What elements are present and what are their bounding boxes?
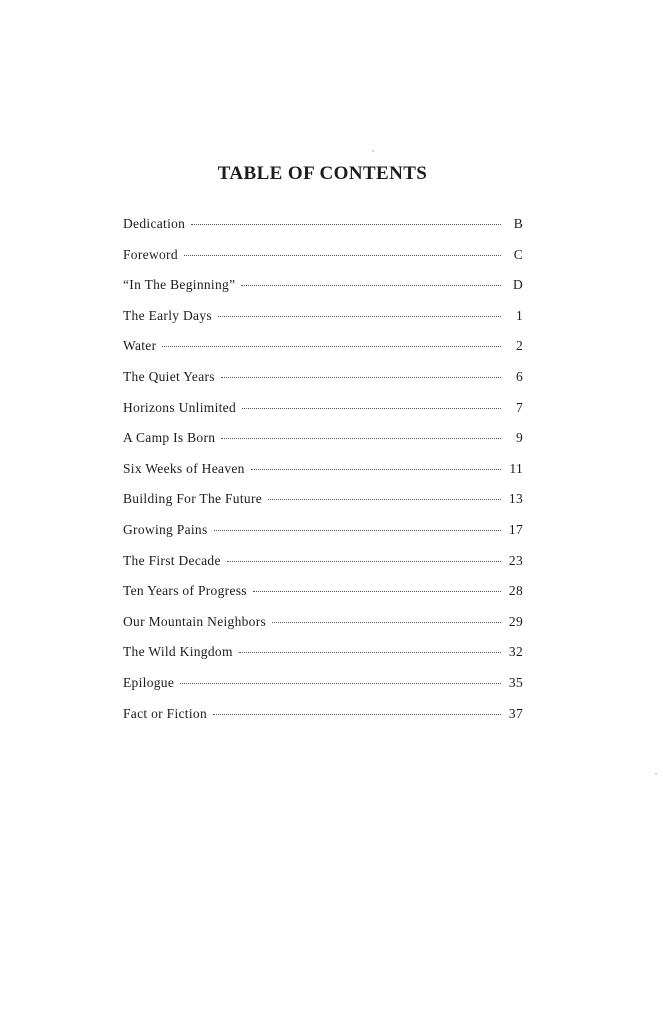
toc-entry-page: 35 — [508, 674, 523, 690]
toc-entry-page: 17 — [508, 521, 523, 537]
toc-entry-label: Water — [123, 338, 157, 354]
toc-entry — [123, 277, 523, 308]
toc-entry-label: Growing Pains — [123, 521, 208, 537]
dot-leader — [272, 622, 501, 623]
toc-entry-page: 13 — [508, 491, 523, 507]
dot-leader — [214, 530, 501, 531]
toc-entry — [123, 583, 523, 614]
dot-leader — [221, 438, 501, 439]
toc-entry — [123, 706, 523, 737]
toc-entry — [123, 675, 523, 706]
dot-leader — [251, 469, 501, 470]
dot-leader — [180, 683, 501, 684]
toc-entry-label: Horizons Unlimited — [123, 399, 237, 415]
dot-leader — [268, 499, 501, 500]
toc-entry — [123, 522, 523, 553]
toc-entry-label: The Wild Kingdom — [123, 644, 233, 660]
toc-entry — [123, 369, 523, 400]
dot-leader — [162, 346, 501, 347]
toc-entry-label: The Quiet Years — [123, 368, 215, 384]
toc-entry — [123, 461, 523, 492]
toc-entry-page: 28 — [508, 583, 523, 599]
toc-entry — [123, 216, 523, 247]
dot-leader — [242, 408, 501, 409]
toc-entry — [123, 247, 523, 278]
toc-entry-page: 9 — [515, 430, 523, 446]
toc-entry-label: Ten Years of Progress — [123, 583, 247, 599]
toc-entry — [123, 644, 523, 675]
toc-entry-page: 29 — [508, 613, 523, 629]
toc-entry — [123, 308, 523, 339]
toc-entry-page: B — [513, 216, 523, 231]
toc-entry — [123, 430, 523, 461]
toc-entry — [123, 338, 523, 369]
dot-leader — [241, 285, 501, 286]
dot-leader — [253, 591, 501, 592]
toc-entry-label: Fact or Fiction — [123, 705, 207, 721]
toc-entry-page: 2 — [515, 338, 523, 354]
toc-entry-page: C — [513, 246, 523, 262]
dot-leader — [184, 255, 501, 256]
paper-speck — [655, 773, 657, 775]
toc-entry-label: A Camp Is Born — [123, 430, 216, 446]
toc-entry-label: Six Weeks of Heaven — [123, 460, 245, 476]
toc-entry-label: Building For The Future — [123, 491, 263, 507]
toc-entry-label: “In The Beginning” — [123, 277, 236, 293]
toc-entry — [123, 614, 523, 645]
toc-list — [123, 216, 523, 736]
toc-entry-label: Dedication — [123, 216, 186, 231]
toc-entry-label: The Early Days — [123, 307, 212, 323]
dot-leader — [221, 377, 501, 378]
toc-entry — [123, 553, 523, 584]
toc-entry-label: Foreword — [123, 246, 178, 262]
toc-entry-label: Our Mountain Neighbors — [123, 613, 267, 629]
dot-leader — [239, 652, 501, 653]
toc-entry-page: 1 — [515, 307, 523, 323]
dot-leader — [218, 316, 501, 317]
toc-entry-page: 23 — [508, 552, 523, 568]
toc-entry-page: 32 — [508, 644, 523, 660]
paper-speck — [372, 150, 374, 152]
toc-entry-label: The First Decade — [123, 552, 221, 568]
toc-entry-page: D — [512, 277, 523, 293]
dot-leader — [213, 714, 501, 715]
page-title: TABLE OF CONTENTS — [217, 163, 428, 184]
toc-entry-page: 7 — [515, 399, 523, 415]
dot-leader — [191, 224, 501, 225]
toc-entry — [123, 400, 523, 431]
toc-entry — [123, 491, 523, 522]
toc-entry-label: Epilogue — [123, 674, 175, 690]
toc-entry-page: 37 — [508, 705, 523, 721]
toc-entry-page: 6 — [515, 368, 523, 384]
dot-leader — [227, 561, 501, 562]
toc-entry-page: 11 — [509, 460, 523, 476]
